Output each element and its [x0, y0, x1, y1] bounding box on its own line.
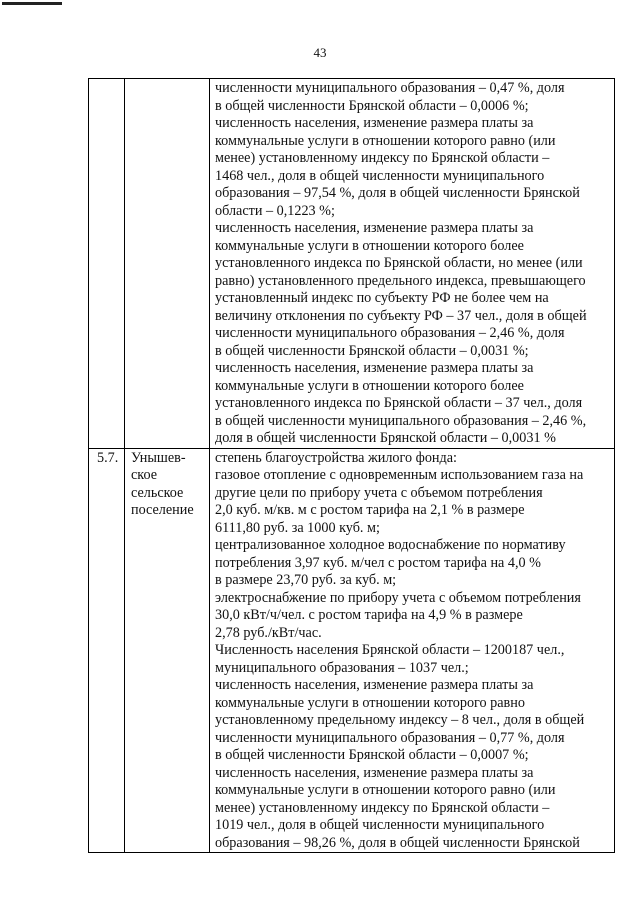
description-line: коммунальные услуги в отношении которого равно: [215, 694, 525, 711]
description-line: в общей численности Брянской области – 0,0006 %;: [215, 97, 529, 114]
description-line: 2,78 руб./кВт/час.: [215, 624, 322, 641]
description-line: муниципального образования – 1037 чел.;: [215, 659, 469, 676]
description-line: образования – 98,26 %, доля в общей численности Брянской: [215, 834, 580, 851]
description-line: в размере 23,70 руб. за куб. м;: [215, 572, 397, 588]
description-line: численность населения, изменение размера платы за: [215, 677, 534, 693]
description-line: 6111,80 руб. за 1000 куб. м;: [215, 519, 380, 536]
description-line: 30,0 кВт/ч/чел. с ростом тарифа на 4,9 % в размере: [215, 607, 523, 623]
description-line: в общей численности муниципального образования – 2,46 %,: [215, 412, 587, 429]
description-line: Численность населения Брянской области – 1200187 чел.,: [215, 642, 565, 658]
description-line: установленному предельному индексу – 8 чел., доля в общей: [215, 712, 585, 728]
description-line: степень благоустройства жилого фонда:: [215, 449, 457, 466]
description-line: коммунальные услуги в отношении которого более: [215, 377, 524, 394]
description-line: численности муниципального образования – 0,47 %, доля: [215, 80, 565, 96]
settlement-name-cell: [125, 79, 210, 449]
scan-corner-mark: [2, 2, 62, 5]
description-line: в общей численности Брянской области – 0,0007 %;: [215, 747, 529, 763]
description-line: равно) установленного предельного индекса, превышающего: [215, 272, 586, 289]
description-line: менее) установленному индексу по Брянской области –: [215, 150, 550, 166]
description-line: численности муниципального образования – 0,77 %, доля: [215, 729, 565, 746]
description-line: менее) установленному индексу по Брянской области –: [215, 799, 550, 816]
description-line: 1019 чел., доля в общей численности муниципального: [215, 817, 545, 833]
table-row: [89, 448, 615, 853]
description-line: централизованное холодное водоснабжение по нормативу: [215, 537, 566, 553]
document-table: [88, 78, 615, 853]
description-line: установленный индекс по субъекту РФ не более чем на: [215, 290, 549, 306]
table-row: [89, 79, 615, 449]
description-line: численность населения, изменение размера платы за: [215, 360, 534, 376]
description-line: установленного индекса по Брянской области – 37 чел., доля: [215, 395, 583, 411]
description-line: коммунальные услуги в отношении которого равно (или: [215, 782, 556, 798]
description-line: другие цели по прибору учета с объемом потребления: [215, 484, 543, 501]
description-line: образования – 97,54 %, доля в общей численности Брянской: [215, 185, 580, 201]
description-line: газовое отопление с одновременным использованием газа на: [215, 467, 584, 483]
description-line: доля в общей численности Брянской области – 0,0031 %: [215, 430, 556, 446]
description-line: численность населения, изменение размера платы за: [215, 764, 534, 781]
description-line: численность населения, изменение размера платы за: [215, 220, 534, 236]
description-line: установленного индекса по Брянской области, но менее (или: [215, 255, 583, 271]
description-line: величину отклонения по субъекту РФ – 37 чел., доля в общей: [215, 307, 587, 324]
description-line: численности муниципального образования – 2,46 %, доля: [215, 325, 565, 341]
description-line: 1468 чел., доля в общей численности муниципального: [215, 167, 545, 184]
settlement-name-line: Унышев-: [131, 449, 186, 466]
description-line: потребления 3,97 куб. м/чел с ростом тарифа на 4,0 %: [215, 554, 542, 571]
settlement-name-line: ское: [131, 467, 158, 483]
description-cell: [210, 79, 615, 449]
description-cell: [210, 448, 615, 853]
settlement-name-cell: [125, 448, 210, 853]
description-line: коммунальные услуги в отношении которого более: [215, 237, 524, 254]
description-line: области – 0,1223 %;: [215, 202, 335, 219]
page-number: 43: [313, 45, 327, 60]
settlement-name-line: сельское: [131, 484, 184, 501]
description-line: электроснабжение по прибору учета с объемом потребления: [215, 589, 581, 606]
settlement-name-line: поселение: [131, 502, 194, 518]
row-number-cell: 5.7.: [89, 448, 125, 853]
row-number-cell: [89, 79, 125, 449]
description-line: численность населения, изменение размера платы за: [215, 115, 534, 131]
description-line: в общей численности Брянской области – 0,0031 %;: [215, 342, 529, 359]
description-line: коммунальные услуги в отношении которого равно (или: [215, 132, 556, 149]
description-line: 2,0 куб. м/кв. м с ростом тарифа на 2,1 % в размере: [215, 502, 525, 518]
